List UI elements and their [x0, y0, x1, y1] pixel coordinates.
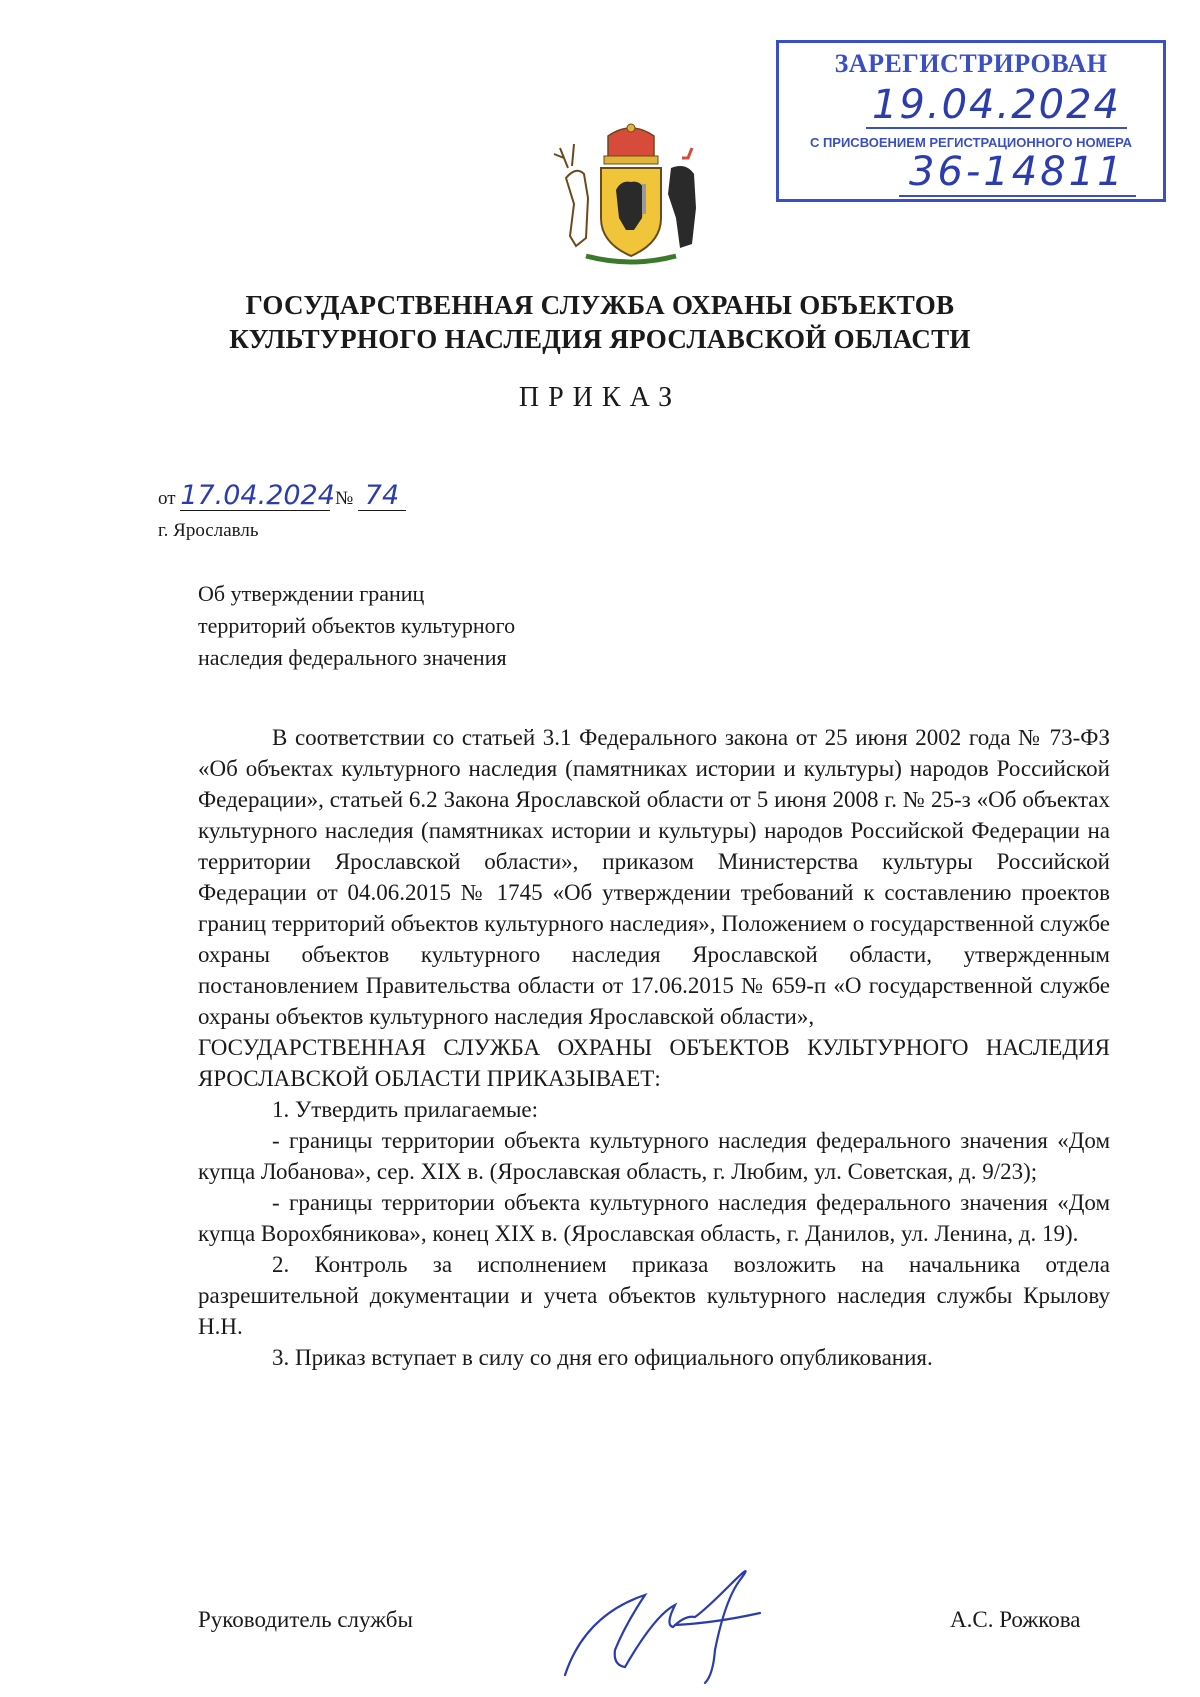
handwritten-signature [555, 1555, 775, 1690]
item-3: 3. Приказ вступает в силу со дня его официального опубликования. [272, 1345, 933, 1370]
number-prefix: № [335, 488, 354, 509]
preamble-paragraph: В соответствии со статьей 3.1 Федерального закона от 25 июня 2002 года № 73-ФЗ «Об объектах культурного наследия (памятниках истории и культуры) народов Российской Федерации», статьей 6.2 Закона Ярославской области от 5 июня 2008 г. № 25-з «Об объектах культурного наследия (памятниках истории и культуры) народов Российской Федерации на территории Ярославской области», приказом Министерства культуры Российской Федерации от 04.06.2015 № 1745 «Об утверждении требований к составлению проектов границ территорий объектов культурного наследия», Положением о государственной службе охраны объектов культурного наследия Ярославской области, утвержденным постановлением Правительства области от 17.06.2015 № 659-п «О государственной службе охраны объектов культурного наследия Ярославской области», [198, 725, 1110, 1029]
organization-name [0, 288, 1200, 356]
organization-name-line1: ГОСУДАРСТВЕННАЯ СЛУЖБА ОХРАНЫ ОБЪЕКТОВ [245, 290, 955, 320]
item-2: 2. Контроль за исполнением приказа возложить на начальника отдела разрешительной документации и учета объектов культурного наследия службы Крылову Н.Н. [198, 1252, 1110, 1339]
stamp-number: 36-14811 [899, 149, 1136, 197]
order-body [198, 722, 1110, 1373]
item-1: 1. Утвердить прилагаемые: [272, 1097, 539, 1122]
orders-paragraph: ГОСУДАРСТВЕННАЯ СЛУЖБА ОХРАНЫ ОБЪЕКТОВ КУЛЬТУРНОГО НАСЛЕДИЯ ЯРОСЛАВСКОЙ ОБЛАСТИ ПРИКАЗЫВАЕТ: [198, 1035, 1110, 1091]
stamp-caption: С ПРИСВОЕНИЕМ РЕГИСТРАЦИОННОГО НОМЕРА [809, 135, 1133, 150]
order-subject [198, 578, 515, 674]
coat-of-arms-icon [546, 118, 716, 268]
order-date-number [158, 482, 406, 511]
item-1a: - границы территории объекта культурного наследия федерального значения «Дом купца Лобанова», сер. XIX в. (Ярославская область, г. Любим, ул. Советская, д. 9/23); [198, 1128, 1110, 1184]
stamp-date: 19.04.2024 [866, 83, 1127, 129]
registration-stamp [776, 40, 1166, 202]
subject-line2: территорий объектов культурного [198, 613, 516, 638]
stamp-title: ЗАРЕГИСТРИРОВАН [834, 49, 1108, 78]
subject-line3: наследия федерального значения [198, 645, 507, 670]
city: г. Ярославль [158, 520, 259, 541]
organization-name-line2: КУЛЬТУРНОГО НАСЛЕДИЯ ЯРОСЛАВСКОЙ ОБЛАСТИ [229, 324, 971, 354]
signatory-position: Руководитель службы [198, 1607, 413, 1632]
order-number: 74 [358, 482, 406, 511]
subject-line1: Об утверждении границ [198, 581, 425, 606]
item-1b: - границы территории объекта культурного наследия федерального значения «Дом купца Ворохбяникова», конец XIX в. (Ярославская область, г. Данилов, ул. Ленина, д. 19). [198, 1190, 1110, 1246]
order-date: 17.04.2024 [180, 480, 335, 511]
signatory-name: А.С. Рожкова [950, 1607, 1081, 1632]
document-type: ПРИКАЗ [518, 382, 682, 413]
date-prefix: от [158, 488, 176, 509]
